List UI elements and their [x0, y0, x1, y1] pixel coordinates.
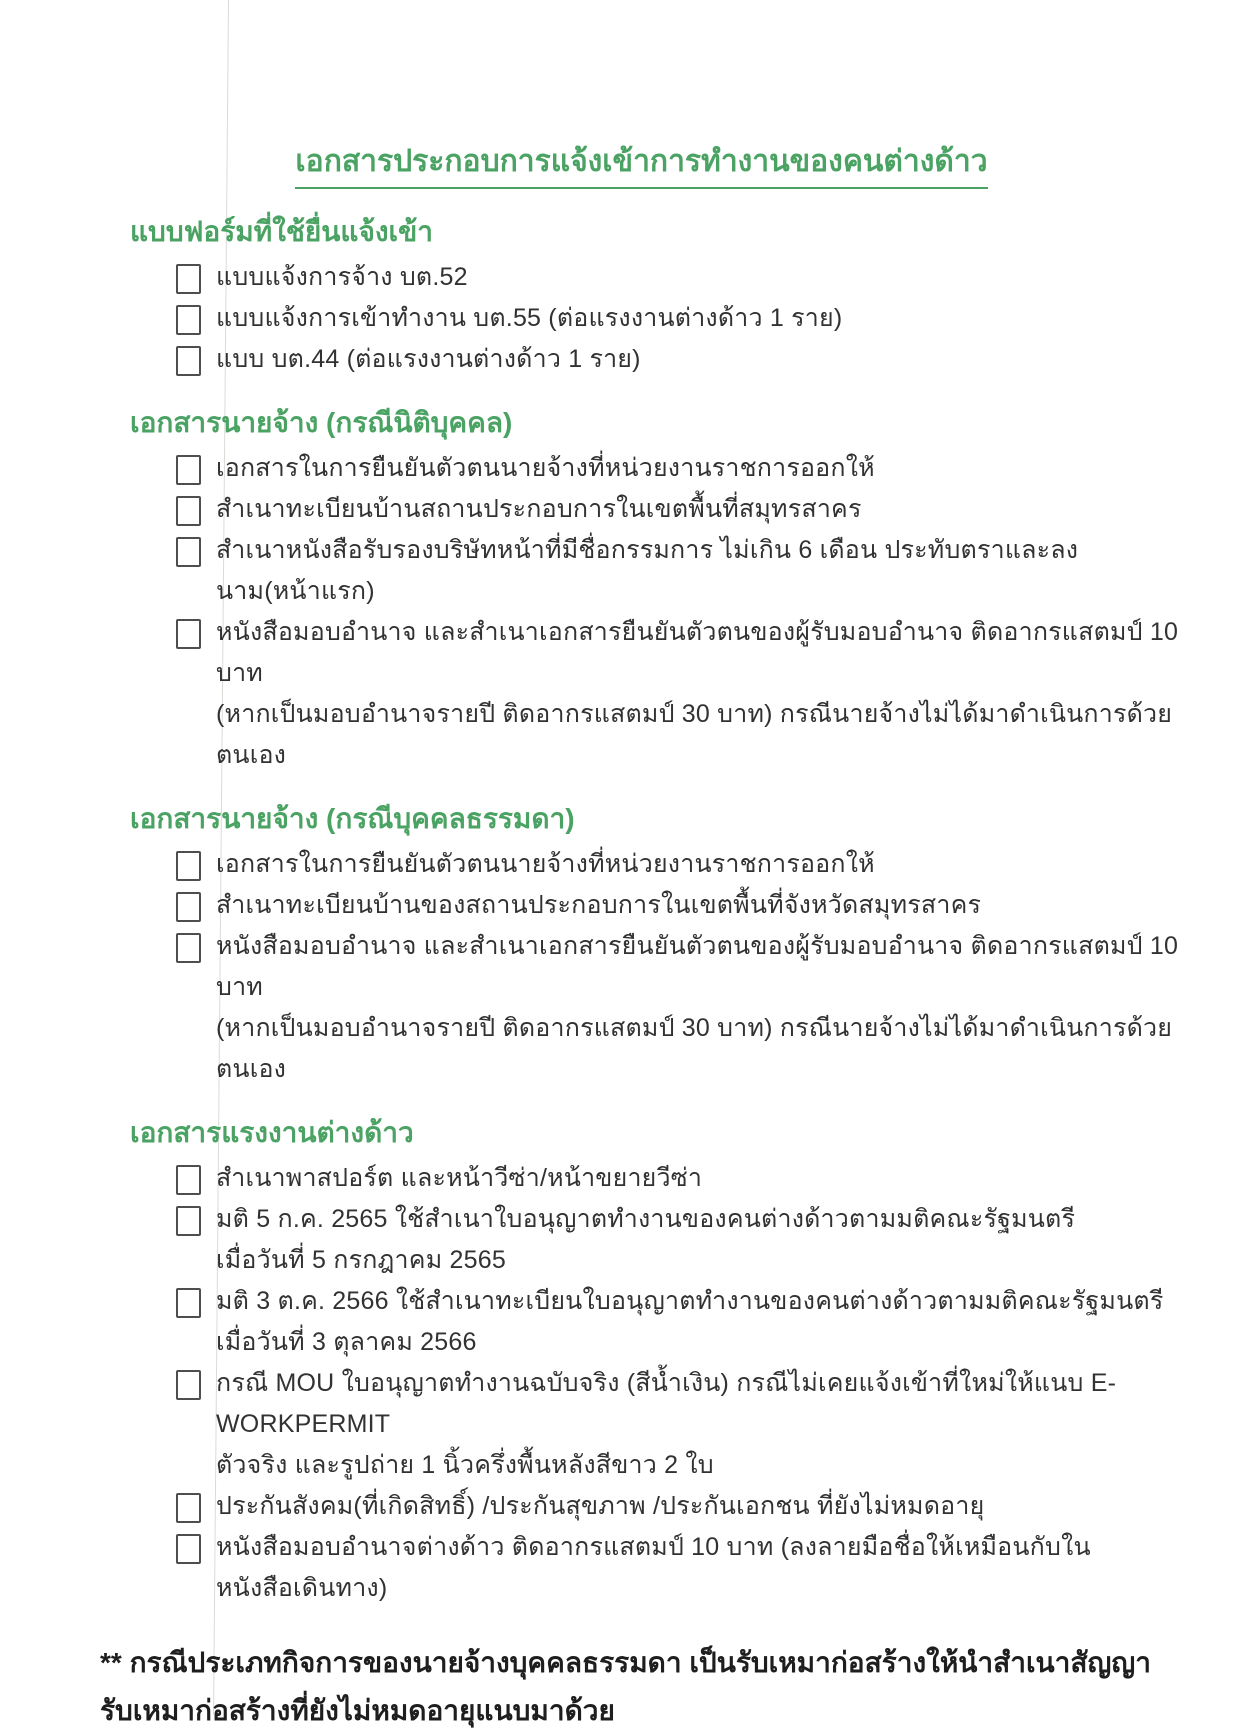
checklist-item: [176, 1363, 1183, 1486]
checklist-section: [100, 800, 1183, 1090]
checklist-item: [176, 1281, 1183, 1363]
item-text: [216, 885, 981, 926]
item-text: [216, 1363, 1183, 1486]
checklist-item: [176, 298, 1183, 339]
checkbox-icon: [176, 619, 201, 649]
checkbox-icon: [176, 496, 201, 526]
checklist-item: [176, 844, 1183, 885]
section-heading: เอกสารนายจ้าง (กรณีนิติบุคคล): [130, 407, 513, 438]
item-line-1: สำเนาทะเบียนบ้านสถานประกอบการในเขตพื้นที่สมุทรสาคร: [216, 495, 862, 523]
checklist-item: [176, 1199, 1183, 1281]
item-line-1: มติ 5 ก.ค. 2565 ใช้สำเนาใบอนุญาตทำงานของคนต่างด้าวตามมติคณะรัฐมนตรี: [216, 1205, 1076, 1233]
checklist-item: [176, 489, 1183, 530]
section-items: [100, 844, 1183, 1090]
item-line-2: (หากเป็นมอบอำนาจรายปี ติดอากรแสตมป์ 30 บาท) กรณีนายจ้างไม่ได้มาดำเนินการด้วยตนเอง: [216, 700, 1173, 769]
checklist-item: [176, 339, 1183, 380]
item-line-2: ตัวจริง และรูปถ่าย 1 นิ้วครึ่งพื้นหลังสีขาว 2 ใบ: [216, 1451, 714, 1479]
item-line-1: เอกสารในการยืนยันตัวตนนายจ้างที่หน่วยงานราชการออกให้: [216, 850, 875, 878]
checkbox-icon: [176, 1493, 201, 1523]
checkbox-icon: [176, 455, 201, 485]
checkbox-icon: [176, 1206, 201, 1236]
checklist-item: [176, 612, 1183, 776]
item-text: [216, 1527, 1183, 1609]
checklist-item: [176, 1486, 1183, 1527]
section-items: [100, 257, 1183, 380]
section-heading: เอกสารนายจ้าง (กรณีบุคคลธรรมดา): [130, 803, 575, 834]
item-line-2: เมื่อวันที่ 5 กรกฎาคม 2565: [216, 1246, 506, 1274]
item-text: [216, 844, 875, 885]
item-text: [216, 530, 1183, 612]
checkbox-icon: [176, 537, 201, 567]
footnote: [100, 1639, 1183, 1735]
checkbox-icon: [176, 1288, 201, 1318]
item-line-1: สำเนาทะเบียนบ้านของสถานประกอบการในเขตพื้นที่จังหวัดสมุทรสาคร: [216, 891, 982, 919]
checkbox-icon: [176, 1370, 201, 1400]
item-line-1: แบบ บต.44 (ต่อแรงงานต่างด้าว 1 ราย): [216, 345, 641, 373]
checkbox-icon: [176, 851, 201, 881]
item-line-2: (หากเป็นมอบอำนาจรายปี ติดอากรแสตมป์ 30 บาท) กรณีนายจ้างไม่ได้มาดำเนินการด้วยตนเอง: [216, 1014, 1173, 1083]
item-line-2: เมื่อวันที่ 3 ตุลาคม 2566: [216, 1328, 477, 1356]
page-title: [100, 140, 1183, 189]
checklist-item: [176, 885, 1183, 926]
checklist-item: [176, 448, 1183, 489]
section-items: [100, 448, 1183, 776]
item-line-1: แบบแจ้งการจ้าง บต.52: [216, 263, 468, 291]
checkbox-icon: [176, 305, 201, 335]
checklist-item: [176, 257, 1183, 298]
item-text: [216, 339, 641, 380]
checklist-item: [176, 1527, 1183, 1609]
checkbox-icon: [176, 264, 201, 294]
item-line-1: กรณี MOU ใบอนุญาตทำงานฉบับจริง (สีน้ำเงิน) กรณีไม่เคยแจ้งเข้าที่ใหม่ให้แนบ E-WORKPERMIT: [216, 1369, 1117, 1438]
checklist-section: [100, 1114, 1183, 1609]
item-line-1: แบบแจ้งการเข้าทำงาน บต.55 (ต่อแรงงานต่างด้าว 1 ราย): [216, 304, 843, 332]
item-line-1: หนังสือมอบอำนาจ และสำเนาเอกสารยืนยันตัวตนของผู้รับมอบอำนาจ ติดอากรแสตมป์ 10 บาท: [216, 932, 1179, 1001]
item-text: [216, 1281, 1163, 1363]
section-heading: เอกสารแรงงานต่างด้าว: [130, 1117, 414, 1148]
section-items: [100, 1158, 1183, 1609]
checklist-item: [176, 530, 1183, 612]
checklist-section: [100, 213, 1183, 380]
checkbox-icon: [176, 1534, 201, 1564]
item-line-1: มติ 3 ต.ค. 2566 ใช้สำเนาทะเบียนใบอนุญาตทำงานของคนต่างด้าวตามมติคณะรัฐมนตรี: [216, 1287, 1164, 1315]
item-line-1: สำเนาพาสปอร์ต และหน้าวีซ่า/หน้าขยายวีซ่า: [216, 1164, 703, 1192]
item-text: [216, 926, 1183, 1090]
footnote-line-1: ** กรณีประเภทกิจการของนายจ้างบุคคลธรรมดา เป็นรับเหมาก่อสร้างให้นำสำเนาสัญญา: [100, 1647, 1151, 1678]
item-line-1: ประกันสังคม(ที่เกิดสิทธิ์) /ประกันสุขภาพ /ประกันเอกชน ที่ยังไม่หมดอายุ: [216, 1492, 985, 1520]
item-text: [216, 1158, 702, 1199]
checklist-item: [176, 1158, 1183, 1199]
checklist-sections: [100, 213, 1183, 1609]
checklist-section: [100, 404, 1183, 776]
item-text: [216, 489, 862, 530]
checkbox-icon: [176, 1165, 201, 1195]
checkbox-icon: [176, 933, 201, 963]
footnote-line-2: รับเหมาก่อสร้างที่ยังไม่หมดอายุแนบมาด้วย: [100, 1695, 615, 1726]
item-text: [216, 257, 468, 298]
item-text: [216, 1199, 1075, 1281]
item-line-1: สำเนาหนังสือรับรองบริษัทหน้าที่มีชื่อกรรมการ ไม่เกิน 6 เดือน ประทับตราและลงนาม(หน้าแรก): [216, 536, 1079, 605]
page-title-text: เอกสารประกอบการแจ้งเข้าการทำงานของคนต่างด้าว: [295, 140, 987, 189]
checkbox-icon: [176, 892, 201, 922]
checkbox-icon: [176, 346, 201, 376]
item-text: [216, 1486, 984, 1527]
checklist-item: [176, 926, 1183, 1090]
item-line-1: หนังสือมอบอำนาจ และสำเนาเอกสารยืนยันตัวตนของผู้รับมอบอำนาจ ติดอากรแสตมป์ 10 บาท: [216, 618, 1179, 687]
item-text: [216, 612, 1183, 776]
item-text: [216, 298, 842, 339]
item-line-1: หนังสือมอบอำนาจต่างด้าว ติดอากรแสตมป์ 10 บาท (ลงลายมือชื่อให้เหมือนกับในหนังสือเดินทาง): [216, 1533, 1091, 1602]
section-heading: แบบฟอร์มที่ใช้ยื่นแจ้งเข้า: [130, 216, 433, 247]
item-text: [216, 448, 875, 489]
item-line-1: เอกสารในการยืนยันตัวตนนายจ้างที่หน่วยงานราชการออกให้: [216, 454, 875, 482]
